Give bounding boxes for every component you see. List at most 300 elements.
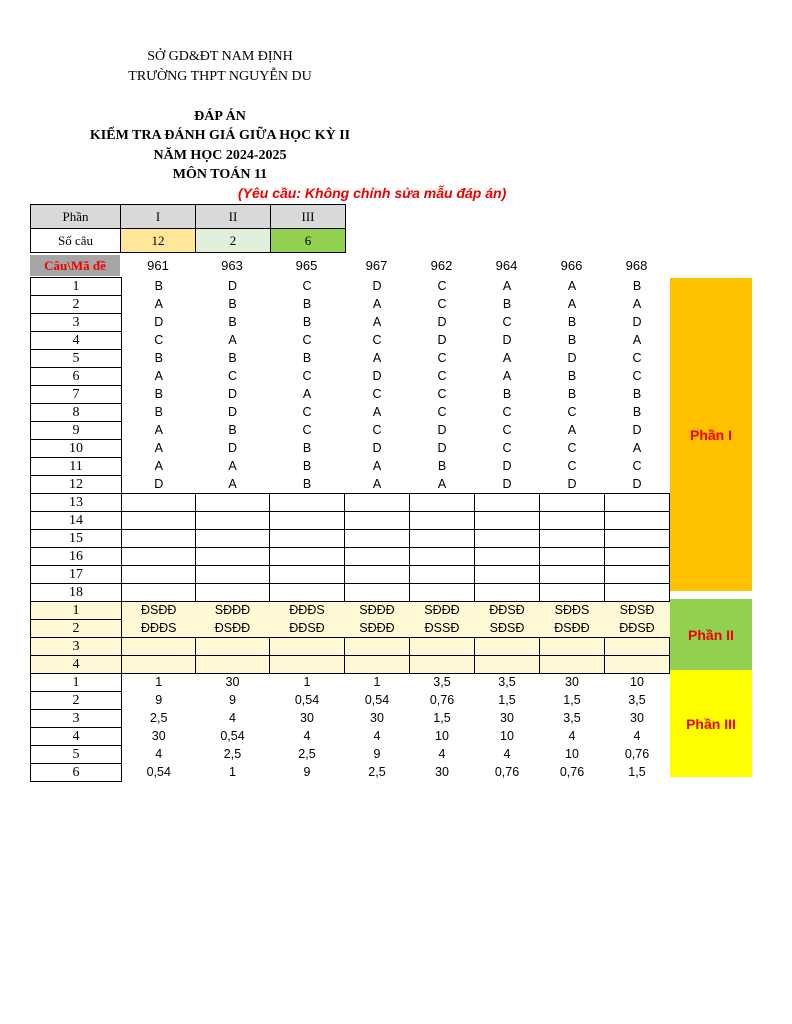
- summary-count-2: 2: [196, 229, 271, 253]
- answer-cell: A: [632, 441, 642, 455]
- answer-cell: [410, 566, 475, 584]
- exam-code: 965: [295, 258, 318, 273]
- answer-cell: [605, 656, 670, 674]
- question-number: 3: [31, 314, 122, 332]
- school-year: NĂM HỌC 2024-2025: [153, 148, 287, 163]
- answer-cell: [122, 530, 196, 548]
- answer-cell: D: [154, 315, 164, 329]
- answer-cell: [475, 494, 540, 512]
- answer-cell: 4: [568, 729, 576, 743]
- answer-cell: C: [502, 315, 512, 329]
- exam-code: 963: [221, 258, 243, 273]
- part-2-label: Phần II: [670, 599, 752, 670]
- exam-code: 962: [430, 258, 453, 273]
- answer-cell: [410, 656, 475, 674]
- answer-cell: C: [437, 369, 447, 383]
- answer-cell: C: [227, 369, 238, 383]
- answer-row: [31, 728, 670, 746]
- answer-cell: A: [567, 279, 577, 293]
- answer-row: [31, 440, 670, 458]
- answer-cell: 1: [303, 675, 311, 690]
- answer-cell: C: [372, 423, 382, 437]
- answer-cell: [122, 566, 196, 584]
- answer-cell: C: [437, 351, 447, 365]
- answer-cell: 4: [373, 729, 381, 743]
- answer-cell: 0,76: [494, 765, 520, 779]
- answer-cell: A: [228, 476, 237, 491]
- answer-cell: C: [632, 351, 642, 365]
- answer-cell: [605, 494, 670, 512]
- answer-cell: ĐSĐĐ: [196, 620, 270, 638]
- answer-cell: [410, 530, 475, 548]
- answer-cell: 0,54: [364, 693, 390, 707]
- answer-cell: 0,76: [429, 693, 455, 707]
- answer-cell: D: [372, 279, 382, 293]
- answer-row: [31, 422, 670, 440]
- answer-cell: [345, 512, 410, 530]
- answer-cell: 30: [630, 711, 644, 725]
- answer-cell: C: [632, 369, 642, 383]
- question-number: 13: [31, 494, 122, 512]
- answer-cell: C: [502, 441, 512, 455]
- answer-cell: C: [567, 459, 577, 473]
- answer-table: [30, 277, 670, 782]
- question-number: 12: [31, 476, 122, 494]
- answer-cell: SĐĐS: [540, 602, 605, 620]
- answer-row: [31, 674, 670, 692]
- answer-cell: [196, 638, 270, 656]
- answer-cell: C: [437, 297, 447, 311]
- answer-cell: [270, 530, 345, 548]
- part-3-label: Phần III: [670, 670, 752, 777]
- question-number: 4: [31, 656, 122, 674]
- answer-cell: SĐSĐ: [605, 602, 670, 620]
- answer-cell: B: [632, 387, 642, 401]
- answer-cell: [475, 566, 540, 584]
- answer-cell: ĐĐSĐ: [270, 620, 345, 638]
- question-number: 5: [31, 350, 122, 368]
- summary-part-1: I: [121, 205, 196, 229]
- question-number: 2: [31, 296, 122, 314]
- answer-row: [31, 584, 670, 602]
- answer-row: [31, 404, 670, 422]
- answer-cell: [270, 512, 345, 530]
- answer-cell: [196, 530, 270, 548]
- answer-cell: [410, 584, 475, 602]
- answer-row: [31, 530, 670, 548]
- answer-cell: 2,5: [150, 711, 168, 725]
- answer-row: [31, 620, 670, 638]
- answer-cell: [196, 656, 270, 674]
- answer-cell: ĐSĐĐ: [540, 620, 605, 638]
- answer-cell: C: [632, 459, 642, 473]
- answer-cell: B: [302, 476, 312, 491]
- answer-cell: [410, 638, 475, 656]
- answer-cell: D: [437, 315, 447, 329]
- answer-cell: A: [632, 297, 642, 311]
- answer-cell: A: [372, 405, 382, 419]
- answer-cell: [540, 656, 605, 674]
- answer-cell: [345, 530, 410, 548]
- answer-cell: [270, 494, 345, 512]
- answer-cell: [270, 566, 345, 584]
- answer-cell: [270, 584, 345, 602]
- answer-cell: D: [502, 476, 512, 491]
- answer-cell: B: [632, 279, 642, 293]
- answer-cell: 2,5: [298, 747, 316, 761]
- answer-cell: 0,76: [624, 747, 650, 761]
- question-number: 8: [31, 404, 122, 422]
- answer-cell: C: [372, 387, 382, 401]
- answer-cell: A: [372, 297, 382, 311]
- answer-cell: B: [502, 297, 512, 311]
- answer-cell: [345, 638, 410, 656]
- answer-cell: A: [372, 315, 382, 329]
- school-name: TRƯỜNG THPT NGUYỄN DU: [128, 69, 312, 84]
- answer-cell: [270, 638, 345, 656]
- answer-cell: [540, 548, 605, 566]
- answer-cell: [475, 584, 540, 602]
- answer-cell: 1: [155, 675, 163, 690]
- answer-cell: A: [372, 459, 382, 473]
- summary-count-label: Số câu: [31, 229, 121, 253]
- answer-cell: 3,5: [433, 675, 451, 690]
- answer-cell: ĐĐĐS: [122, 620, 196, 638]
- answer-cell: ĐĐSĐ: [605, 620, 670, 638]
- answer-cell: B: [567, 315, 577, 329]
- answer-cell: B: [154, 405, 163, 419]
- answer-cell: SĐĐĐ: [410, 602, 475, 620]
- answer-cell: A: [228, 459, 237, 473]
- answer-cell: C: [567, 441, 577, 455]
- answer-cell: B: [302, 441, 312, 455]
- answer-cell: D: [372, 369, 382, 383]
- answer-cell: [196, 584, 270, 602]
- question-number: 7: [31, 386, 122, 404]
- answer-cell: C: [502, 405, 512, 419]
- question-number: 1: [31, 674, 122, 692]
- answer-cell: A: [154, 459, 163, 473]
- answer-cell: 9: [303, 765, 311, 779]
- answer-cell: B: [154, 387, 163, 401]
- answer-cell: C: [154, 333, 164, 347]
- answer-cell: A: [437, 476, 447, 491]
- answer-cell: 1,5: [498, 693, 516, 707]
- summary-part-label: Phần: [31, 205, 121, 229]
- answer-row: [31, 548, 670, 566]
- answer-cell: 30: [225, 675, 240, 690]
- answer-cell: [605, 584, 670, 602]
- answer-cell: D: [227, 279, 238, 293]
- answer-cell: D: [567, 476, 577, 491]
- answer-cell: A: [154, 441, 163, 455]
- answer-cell: B: [437, 459, 447, 473]
- question-number: 15: [31, 530, 122, 548]
- answer-cell: [196, 494, 270, 512]
- answer-cell: B: [632, 405, 642, 419]
- summary-count-3: 6: [271, 229, 346, 253]
- answer-cell: A: [502, 351, 512, 365]
- question-number: 4: [31, 728, 122, 746]
- answer-cell: B: [502, 387, 512, 401]
- question-number: 9: [31, 422, 122, 440]
- question-number: 17: [31, 566, 122, 584]
- answer-cell: C: [437, 387, 447, 401]
- question-number: 2: [31, 692, 122, 710]
- answer-row: [31, 458, 670, 476]
- answer-cell: B: [154, 279, 163, 293]
- answer-cell: D: [437, 423, 447, 437]
- answer-row: [31, 314, 670, 332]
- answer-cell: B: [302, 315, 312, 329]
- answer-cell: D: [227, 387, 238, 401]
- answer-cell: [605, 530, 670, 548]
- answer-cell: D: [437, 333, 447, 347]
- answer-cell: [475, 638, 540, 656]
- question-number: 11: [31, 458, 122, 476]
- answer-cell: [475, 512, 540, 530]
- answer-cell: [122, 656, 196, 674]
- question-number: 5: [31, 746, 122, 764]
- answer-row: [31, 350, 670, 368]
- question-number: 3: [31, 638, 122, 656]
- answer-row: [31, 512, 670, 530]
- answer-cell: [540, 494, 605, 512]
- answer-cell: B: [302, 351, 312, 365]
- answer-cell: A: [154, 369, 163, 383]
- answer-cell: [410, 494, 475, 512]
- answer-cell: 30: [300, 711, 314, 725]
- answer-cell: B: [154, 351, 163, 365]
- answer-row: [31, 638, 670, 656]
- answer-cell: [345, 656, 410, 674]
- answer-cell: 9: [229, 693, 236, 707]
- answer-cell: A: [567, 297, 577, 311]
- answer-row: [31, 368, 670, 386]
- answer-cell: ĐĐĐS: [270, 602, 345, 620]
- answer-cell: 4: [438, 747, 446, 761]
- answer-row: [31, 692, 670, 710]
- answer-cell: A: [632, 333, 642, 347]
- answer-cell: 0,54: [294, 693, 320, 707]
- answer-cell: A: [302, 387, 312, 401]
- answer-cell: C: [372, 333, 382, 347]
- answer-cell: [410, 548, 475, 566]
- answer-cell: A: [502, 279, 512, 293]
- answer-cell: ĐSĐĐ: [122, 602, 196, 620]
- answer-cell: 2,5: [368, 765, 386, 779]
- answer-cell: [540, 512, 605, 530]
- answer-cell: [540, 530, 605, 548]
- answer-cell: [605, 638, 670, 656]
- answer-cell: SĐĐĐ: [345, 620, 410, 638]
- answer-cell: 1,5: [563, 693, 581, 707]
- answer-cell: 10: [500, 729, 514, 743]
- answer-cell: 0,76: [559, 765, 585, 779]
- answer-cell: B: [567, 333, 577, 347]
- answer-cell: C: [302, 405, 312, 419]
- answer-cell: 30: [151, 729, 166, 743]
- answer-cell: B: [228, 315, 237, 329]
- answer-cell: 0,54: [220, 729, 245, 743]
- answer-cell: A: [154, 423, 163, 437]
- requirement-note: (Yêu cầu: Không chỉnh sửa mẫu đáp án): [238, 185, 507, 201]
- answer-cell: D: [502, 333, 512, 347]
- answer-cell: C: [437, 279, 447, 293]
- answer-row: [31, 746, 670, 764]
- answer-row: [31, 296, 670, 314]
- exam-code: 967: [365, 258, 388, 273]
- answer-cell: C: [437, 405, 447, 419]
- answer-cell: [475, 548, 540, 566]
- answer-cell: 30: [500, 711, 514, 725]
- answer-cell: [540, 584, 605, 602]
- answer-cell: B: [228, 423, 237, 437]
- question-number: 1: [31, 602, 122, 620]
- answer-cell: 30: [370, 711, 384, 725]
- answer-cell: [122, 638, 196, 656]
- doc-title: ĐÁP ÁN: [194, 109, 246, 124]
- answer-cell: 10: [435, 729, 449, 743]
- answer-row: [31, 278, 670, 296]
- answer-row: [31, 566, 670, 584]
- summary-table: [30, 204, 346, 253]
- answer-cell: B: [228, 297, 237, 311]
- answer-cell: 0,54: [146, 765, 171, 779]
- answer-cell: 1,5: [433, 711, 451, 725]
- answer-cell: [605, 512, 670, 530]
- question-number: 2: [31, 620, 122, 638]
- summary-part-3: III: [271, 205, 346, 229]
- summary-count-1: 12: [121, 229, 196, 253]
- answer-cell: 10: [630, 675, 644, 690]
- answer-row: [31, 602, 670, 620]
- answer-cell: 9: [373, 747, 381, 761]
- answer-cell: B: [567, 369, 577, 383]
- subject-name: MÔN TOÁN 11: [172, 167, 268, 182]
- answer-cell: 30: [435, 765, 449, 779]
- answer-cell: C: [302, 333, 312, 347]
- answer-cell: C: [302, 279, 312, 293]
- answer-cell: 2,5: [223, 747, 242, 761]
- exam-code: 966: [560, 258, 583, 273]
- answer-cell: [605, 548, 670, 566]
- question-number: 14: [31, 512, 122, 530]
- answer-cell: 4: [155, 747, 163, 761]
- answer-cell: B: [302, 459, 312, 473]
- answer-row: [31, 386, 670, 404]
- answer-cell: SĐĐĐ: [345, 602, 410, 620]
- answer-cell: D: [227, 441, 238, 455]
- answer-cell: B: [567, 387, 577, 401]
- answer-row: [31, 494, 670, 512]
- answer-cell: A: [567, 423, 577, 437]
- answer-cell: [122, 494, 196, 512]
- answer-cell: D: [502, 459, 512, 473]
- answer-cell: [475, 656, 540, 674]
- answer-cell: A: [372, 476, 382, 491]
- answer-cell: [122, 548, 196, 566]
- answer-cell: D: [632, 476, 642, 491]
- answer-cell: A: [154, 297, 163, 311]
- question-number: 3: [31, 710, 122, 728]
- answer-cell: C: [502, 423, 512, 437]
- answer-cell: A: [228, 333, 237, 347]
- answer-cell: ĐĐSĐ: [475, 602, 540, 620]
- answer-row: [31, 476, 670, 494]
- answer-row: [31, 710, 670, 728]
- answer-cell: A: [372, 351, 382, 365]
- answer-cell: [345, 566, 410, 584]
- part-1-label: Phần I: [670, 278, 752, 591]
- answer-row: [31, 764, 670, 782]
- answer-cell: [122, 584, 196, 602]
- answer-cell: [345, 584, 410, 602]
- answer-cell: SĐSĐ: [475, 620, 540, 638]
- answer-cell: 3,5: [628, 693, 646, 707]
- question-number: 16: [31, 548, 122, 566]
- exam-title: KIỂM TRA ĐÁNH GIÁ GIỮA HỌC KỲ II: [89, 128, 351, 143]
- answer-cell: D: [227, 405, 238, 419]
- answer-cell: [196, 566, 270, 584]
- answer-cell: D: [372, 441, 382, 455]
- answer-cell: 10: [565, 747, 579, 761]
- answer-cell: B: [302, 297, 312, 311]
- answer-cell: D: [154, 476, 164, 491]
- answer-cell: ĐSSĐ: [410, 620, 475, 638]
- answer-cell: [410, 512, 475, 530]
- answer-row: [31, 332, 670, 350]
- answer-cell: 4: [633, 729, 641, 743]
- answer-cell: [345, 548, 410, 566]
- answer-cell: [196, 512, 270, 530]
- answer-cell: B: [228, 351, 237, 365]
- answer-cell: [122, 512, 196, 530]
- answer-cell: 1,5: [628, 765, 646, 779]
- exam-code: 968: [625, 258, 648, 273]
- answer-cell: [345, 494, 410, 512]
- answer-cell: D: [632, 423, 642, 437]
- question-number: 10: [31, 440, 122, 458]
- answer-row: [31, 656, 670, 674]
- answer-cell: [605, 566, 670, 584]
- answer-cell: C: [302, 369, 312, 383]
- answer-cell: [270, 548, 345, 566]
- answer-cell: SĐĐĐ: [196, 602, 270, 620]
- answer-cell: [540, 638, 605, 656]
- answer-cell: 4: [303, 729, 311, 743]
- question-number: 6: [31, 764, 122, 782]
- answer-cell: C: [302, 423, 312, 437]
- answer-cell: A: [502, 369, 512, 383]
- question-code-header: Câu\Mã đề: [30, 255, 120, 276]
- summary-part-2: II: [196, 205, 271, 229]
- answer-cell: D: [567, 351, 577, 365]
- answer-cell: 9: [155, 693, 163, 707]
- answer-cell: D: [437, 441, 447, 455]
- answer-cell: 4: [229, 711, 236, 725]
- answer-cell: [196, 548, 270, 566]
- answer-cell: [475, 530, 540, 548]
- answer-cell: 3,5: [498, 675, 516, 690]
- exam-code: 961: [147, 258, 169, 273]
- question-number: 18: [31, 584, 122, 602]
- answer-cell: D: [632, 315, 642, 329]
- question-number: 6: [31, 368, 122, 386]
- department-name: SỞ GD&ĐT NAM ĐỊNH: [147, 49, 293, 64]
- answer-cell: 1: [229, 765, 236, 779]
- answer-cell: C: [567, 405, 577, 419]
